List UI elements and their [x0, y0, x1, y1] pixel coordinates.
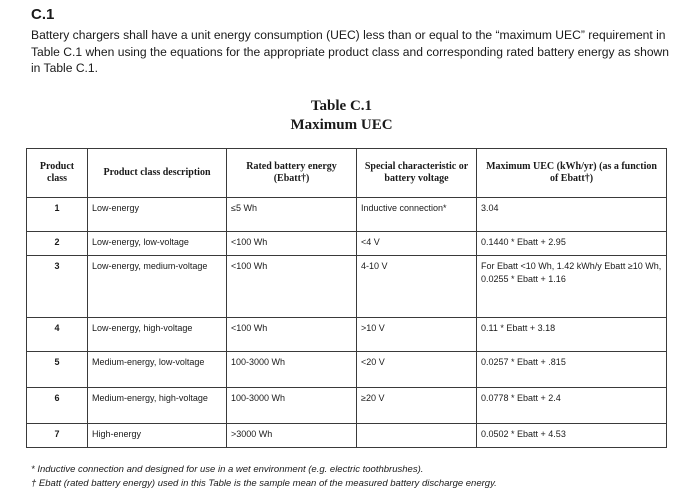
cell-uec: 0.0778 * Ebatt + 2.4	[477, 388, 667, 424]
table-row	[27, 352, 667, 388]
cell-energy: <100 Wh	[227, 232, 357, 256]
footnote-ebatt: † Ebatt (rated battery energy) used in this Table is the sample mean of the measured battery discharge energy.	[31, 478, 497, 489]
header-special-characteristic: Special characteristic or battery voltage	[357, 149, 477, 198]
max-uec-table	[26, 148, 667, 448]
header-product-class: Product class	[27, 149, 88, 198]
cell-class: 6	[27, 388, 88, 424]
cell-uec: 0.0502 * Ebatt + 4.53	[477, 424, 667, 448]
cell-class: 4	[27, 318, 88, 352]
cell-uec: For Ebatt <10 Wh, 1.42 kWh/y Ebatt ≥10 Wh, 0.0255 * Ebatt + 1.16	[477, 256, 667, 318]
cell-energy: <100 Wh	[227, 318, 357, 352]
cell-special	[357, 424, 477, 448]
table-row	[27, 256, 667, 318]
cell-class: 5	[27, 352, 88, 388]
cell-special: Inductive connection*	[357, 198, 477, 232]
cell-energy: ≤5 Wh	[227, 198, 357, 232]
table-row	[27, 318, 667, 352]
cell-energy: 100-3000 Wh	[227, 388, 357, 424]
table-row	[27, 198, 667, 232]
cell-description: Medium-energy, high-voltage	[88, 388, 227, 424]
cell-class: 7	[27, 424, 88, 448]
cell-special: <4 V	[357, 232, 477, 256]
cell-description: Low-energy	[88, 198, 227, 232]
section-heading: C.1	[31, 6, 55, 23]
table-row	[27, 388, 667, 424]
cell-special: <20 V	[357, 352, 477, 388]
cell-uec: 0.11 * Ebatt + 3.18	[477, 318, 667, 352]
cell-class: 2	[27, 232, 88, 256]
footnote-inductive: * Inductive connection and designed for use in a wet environment (e.g. electric toothbrushes).	[31, 464, 424, 475]
intro-paragraph: Battery chargers shall have a unit energy consumption (UEC) less than or equal to the “maximum UEC” requirement in Table C.1 when using the equations for the appropriate product class and corresponding rated battery energy as shown in Table C.1.	[31, 28, 670, 75]
table-title: Table C.1	[310, 98, 373, 114]
cell-description: High-energy	[88, 424, 227, 448]
header-class-description: Product class description	[88, 149, 227, 198]
cell-energy: >3000 Wh	[227, 424, 357, 448]
table-row	[27, 232, 667, 256]
header-max-uec: Maximum UEC (kWh/yr) (as a function of Ebatt†)	[477, 149, 667, 198]
header-rated-energy: Rated battery energy (Ebatt†)	[227, 149, 357, 198]
cell-uec: 0.0257 * Ebatt + .815	[477, 352, 667, 388]
cell-special: ≥20 V	[357, 388, 477, 424]
cell-class: 1	[27, 198, 88, 232]
cell-energy: <100 Wh	[227, 256, 357, 318]
cell-uec: 3.04	[477, 198, 667, 232]
cell-description: Low-energy, high-voltage	[88, 318, 227, 352]
cell-description: Low-energy, low-voltage	[88, 232, 227, 256]
table-header-row	[27, 149, 667, 198]
cell-special: >10 V	[357, 318, 477, 352]
cell-class: 3	[27, 256, 88, 318]
cell-energy: 100-3000 Wh	[227, 352, 357, 388]
table-subtitle: Maximum UEC	[290, 117, 393, 133]
cell-special: 4-10 V	[357, 256, 477, 318]
cell-uec: 0.1440 * Ebatt + 2.95	[477, 232, 667, 256]
cell-description: Low-energy, medium-voltage	[88, 256, 227, 318]
table-footnotes	[31, 463, 671, 491]
table-row	[27, 424, 667, 448]
cell-description: Medium-energy, low-voltage	[88, 352, 227, 388]
